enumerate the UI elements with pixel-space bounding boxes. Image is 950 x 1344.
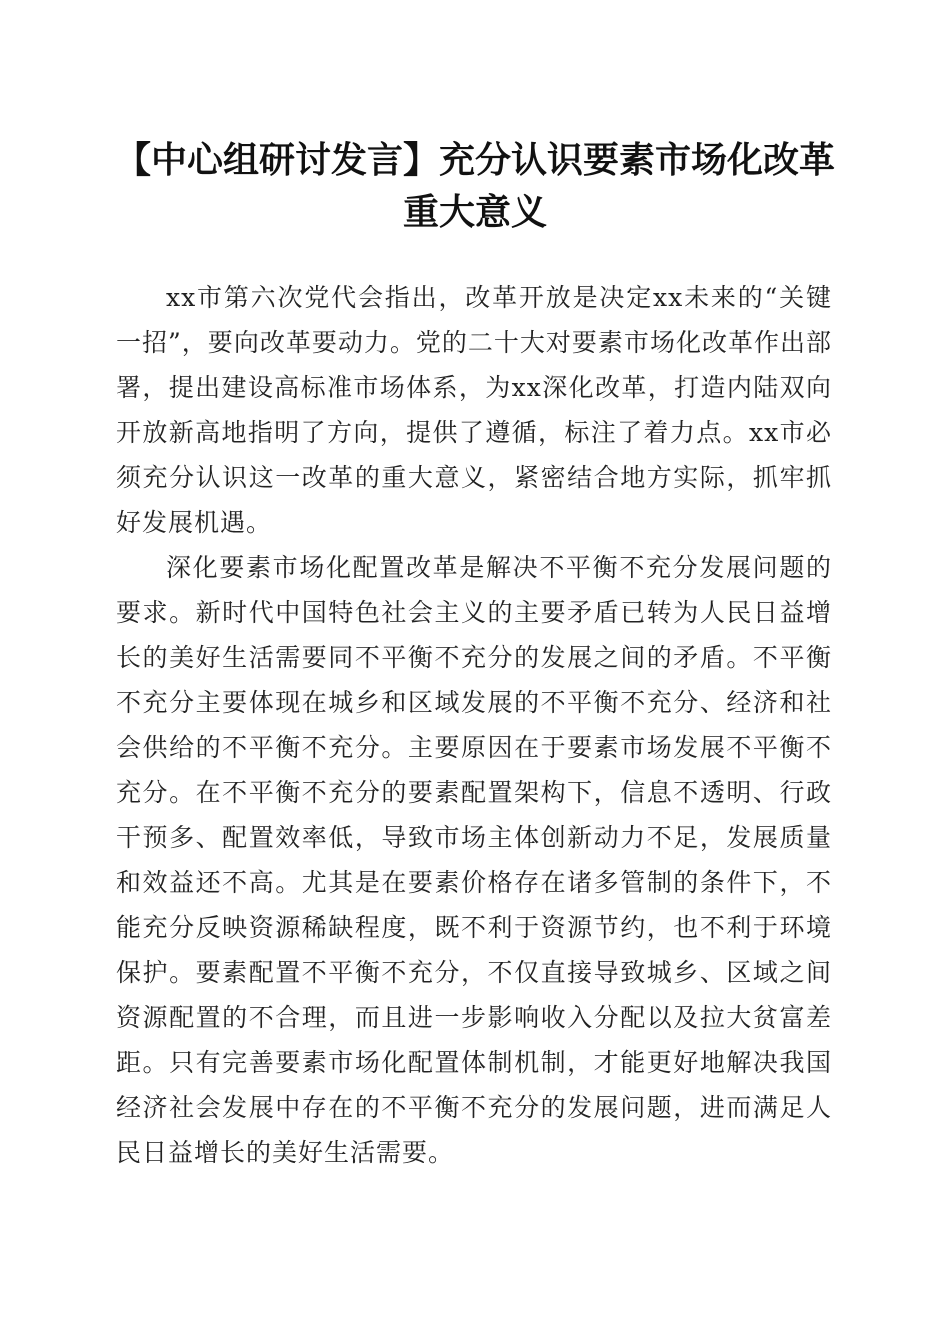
document-body (116, 275, 832, 1175)
document-title: 【中心组研讨发言】充分认识要素市场化改革重大意义 (114, 139, 835, 233)
paragraph-1: xx市第六次党代会指出，改革开放是决定xx未来的“关键一招”，要向改革要动力。党的二十大对要素市场化改革作出部署，提出建设高标准市场体系，为xx深化改革，打造内陆双向开放新高地指明了方向，提供了遵循，标注了着力点。xx市必须充分认识这一改革的重大意义，紧密结合地方实际，抓牢抓好发展机遇。 (116, 283, 832, 537)
paragraph-2: 深化要素市场化配置改革是解决不平衡不充分发展问题的要求。新时代中国特色社会主义的主要矛盾已转为人民日益增长的美好生活需要同不平衡不充分的发展之间的矛盾。不平衡不充分主要体现在城乡和区域发展的不平衡不充分、经济和社会供给的不平衡不充分。主要原因在于要素市场发展不平衡不充分。在不平衡不充分的要素配置架构下，信息不透明、行政干预多、配置效率低，导致市场主体创新动力不足，发展质量和效益还不高。尤其是在要素价格存在诸多管制的条件下，不能充分反映资源稀缺程度，既不利于资源节约，也不利于环境保护。要素配置不平衡不充分，不仅直接导致城乡、区域之间资源配置的不合理，而且进一步影响收入分配以及拉大贫富差距。只有完善要素市场化配置体制机制，才能更好地解决我国经济社会发展中存在的不平衡不充分的发展问题，进而满足人民日益增长的美好生活需要。 (116, 553, 832, 1167)
